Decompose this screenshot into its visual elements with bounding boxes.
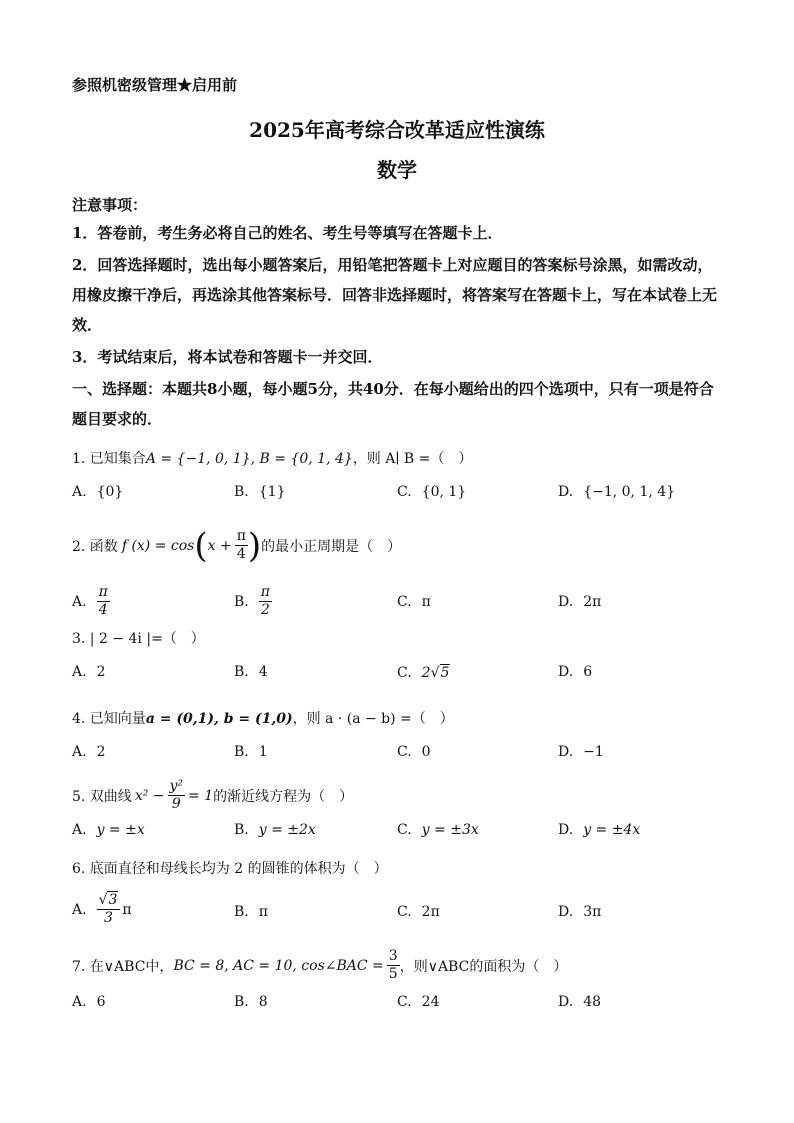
option-label: A. <box>72 901 87 918</box>
option-label: A. <box>72 994 87 1010</box>
option-text: {1} <box>258 484 286 500</box>
question-2 <box>72 525 402 566</box>
option-b[interactable] <box>234 664 268 680</box>
option-b[interactable] <box>234 994 268 1010</box>
fraction-numerator <box>97 892 121 910</box>
option-text: 1 <box>258 744 268 760</box>
question-math: f (x) = cos <box>121 537 195 554</box>
option-label: C. <box>397 744 412 760</box>
option-a[interactable] <box>72 892 132 927</box>
option-b[interactable] <box>234 484 285 500</box>
option-label: D. <box>558 664 574 680</box>
fraction-denominator: 9 <box>171 796 181 812</box>
option-label: C. <box>397 994 412 1010</box>
option-text: 2 <box>96 664 106 680</box>
option-c[interactable] <box>397 664 450 681</box>
sqrt-radicand: 3 <box>108 892 118 908</box>
option-a[interactable] <box>72 484 123 500</box>
option-label: A. <box>72 822 87 838</box>
option-a[interactable] <box>72 664 105 680</box>
option-label: B. <box>234 484 249 500</box>
question-2-options <box>72 584 727 624</box>
option-text: 2π <box>583 594 602 610</box>
option-label: C. <box>397 904 412 920</box>
option-text: {0} <box>96 484 124 500</box>
fraction-denominator: 4 <box>98 602 108 618</box>
option-label: D. <box>558 994 574 1010</box>
question-7 <box>72 948 567 983</box>
option-label: D. <box>558 904 574 920</box>
option-b[interactable] <box>234 584 272 619</box>
question-math: a = (0,1), b = (1,0) <box>145 711 293 727</box>
fraction-denominator: 5 <box>388 966 398 982</box>
option-label: C. <box>397 822 412 838</box>
fraction-numerator: π <box>98 584 108 600</box>
option-text: −1 <box>583 744 604 760</box>
question-5 <box>72 778 353 813</box>
question-3-options <box>72 664 727 704</box>
paren-close: ) <box>247 525 262 566</box>
option-a[interactable] <box>72 584 110 619</box>
option-d[interactable] <box>558 994 601 1010</box>
option-c[interactable] <box>397 904 440 920</box>
option-text: 2π <box>421 904 440 920</box>
sqrt-radicand: 5 <box>440 665 450 681</box>
fraction-numerator: π <box>260 584 270 600</box>
fraction-denominator: 3 <box>104 910 113 926</box>
option-label: A. <box>72 484 87 500</box>
option-b[interactable] <box>234 744 268 760</box>
option-text: π <box>258 904 268 920</box>
sqrt-sign: √ <box>98 892 108 908</box>
option-text: 48 <box>583 994 602 1010</box>
fraction <box>97 892 121 927</box>
option-d[interactable] <box>558 904 601 920</box>
question-math-inner: x + <box>207 537 232 554</box>
option-label: B. <box>234 664 249 680</box>
subject-title: 数学 <box>377 158 417 182</box>
option-text: {0, 1} <box>421 484 467 500</box>
option-a[interactable] <box>72 822 145 838</box>
option-label: B. <box>234 593 249 610</box>
question-3: 3. | 2 − 4i |=（ ） <box>72 631 205 647</box>
question-7-options <box>72 994 727 1034</box>
question-6: 6. 底面直径和母线长均为 2 的圆锥的体积为（ ） <box>72 861 388 877</box>
option-c[interactable] <box>397 594 431 610</box>
option-d[interactable] <box>558 822 640 838</box>
question-5-options <box>72 822 727 862</box>
fraction <box>259 584 272 619</box>
question-stem: 7. 在∨ABC中， <box>72 958 174 975</box>
question-math-end: = 1 <box>188 787 214 804</box>
option-text: y = ±3x <box>421 822 479 838</box>
question-math: BC = 8, AC = 10, cos∠BAC = <box>173 957 384 974</box>
question-math: x² − <box>134 787 165 804</box>
option-text: y = ±4x <box>583 822 641 838</box>
option-text: 3π <box>583 904 602 920</box>
option-label: B. <box>234 904 249 920</box>
option-text: π <box>421 594 431 610</box>
option-b[interactable] <box>234 904 268 920</box>
option-label: B. <box>234 744 249 760</box>
option-b[interactable] <box>234 822 316 838</box>
question-stem-end: ，则 A∣ B =（ ） <box>352 451 473 467</box>
option-text: 24 <box>421 994 440 1010</box>
question-stem: 5. 双曲线 <box>72 788 132 805</box>
notice-item-3: 3．考试结束后，将本试卷和答题卡一并交回． <box>72 348 383 366</box>
question-1-options <box>72 484 727 524</box>
option-label: A. <box>72 744 87 760</box>
option-text: 4 <box>258 664 268 680</box>
question-4 <box>72 708 454 728</box>
notice-item-1: 1．答卷前，考生务必将自己的姓名、考生号等填写在答题卡上． <box>72 224 503 242</box>
fraction <box>97 584 110 619</box>
option-label: A. <box>72 664 87 680</box>
option-text: 6 <box>96 994 106 1010</box>
question-stem-end: ，则 a · (a − b) =（ ） <box>292 711 454 727</box>
paren-open: ( <box>194 525 208 566</box>
question-stem-end: 的渐近线方程为（ ） <box>213 788 354 805</box>
option-a[interactable] <box>72 744 105 760</box>
option-label: D. <box>558 594 574 610</box>
exam-title: 2025年高考综合改革适应性演练 <box>249 118 545 142</box>
option-text: 0 <box>421 744 431 760</box>
section-1-heading: 一、选择题：本题共8小题，每小题5分，共40分．在每小题给出的四个选项中，只有一项是符合题目要求的． <box>72 380 714 428</box>
option-label: C. <box>397 664 412 681</box>
option-label: C. <box>397 594 412 610</box>
fraction-numerator: 3 <box>388 948 398 964</box>
fraction <box>235 528 248 563</box>
question-stem-end: 的最小正周期是（ ） <box>261 538 402 555</box>
option-label: D. <box>558 484 574 500</box>
option-label: D. <box>558 822 574 838</box>
notice-heading: 注意事项： <box>72 196 148 214</box>
question-6-options <box>72 892 727 932</box>
question-stem: 2. 函数 <box>72 538 118 555</box>
fraction-numerator: π <box>236 528 246 544</box>
option-label: B. <box>234 822 249 838</box>
sqrt-coefficient: 2 <box>421 664 431 681</box>
option-label: A. <box>72 593 87 610</box>
sqrt-sign: √ <box>430 664 440 681</box>
option-d[interactable] <box>558 594 601 610</box>
option-d[interactable] <box>558 664 592 680</box>
option-text: 2 <box>96 744 106 760</box>
option-suffix: π <box>122 901 132 918</box>
option-label: B. <box>234 994 249 1010</box>
option-d[interactable] <box>558 484 675 500</box>
confidential-label: 参照机密级管理★启用前 <box>72 76 238 94</box>
question-stem: 4. 已知向量 <box>72 711 146 727</box>
fraction-denominator: 4 <box>236 546 246 562</box>
option-d[interactable] <box>558 744 604 760</box>
fraction-denominator: 2 <box>260 602 270 618</box>
fraction-numerator: y² <box>169 778 184 794</box>
option-text: {−1, 0, 1, 4} <box>583 484 676 500</box>
option-c[interactable] <box>397 994 440 1010</box>
option-c[interactable] <box>397 484 466 500</box>
option-text: 6 <box>583 664 593 680</box>
option-a[interactable] <box>72 994 105 1010</box>
fraction <box>387 948 400 983</box>
option-label: C. <box>397 484 412 500</box>
option-label: D. <box>558 744 574 760</box>
fraction <box>168 778 186 813</box>
option-text: 8 <box>258 994 268 1010</box>
question-1 <box>72 448 472 468</box>
question-stem: 1. 已知集合 <box>72 451 146 467</box>
question-stem-end: ，则∨ABC的面积为（ ） <box>399 958 568 975</box>
question-math: A = {−1, 0, 1}, B = {0, 1, 4} <box>145 451 353 467</box>
option-c[interactable] <box>397 744 431 760</box>
option-text: y = ±x <box>96 822 145 838</box>
notice-item-2: 2．回答选择题时，选出每小题答案后，用铅笔把答题卡上对应题目的答案标号涂黑，如需改动，用橡皮擦干净后，再选涂其他答案标号．回答非选择题时，将答案写在答题卡上，写在本试卷上无效． <box>72 256 718 334</box>
option-text: y = ±2x <box>258 822 316 838</box>
option-c[interactable] <box>397 822 479 838</box>
